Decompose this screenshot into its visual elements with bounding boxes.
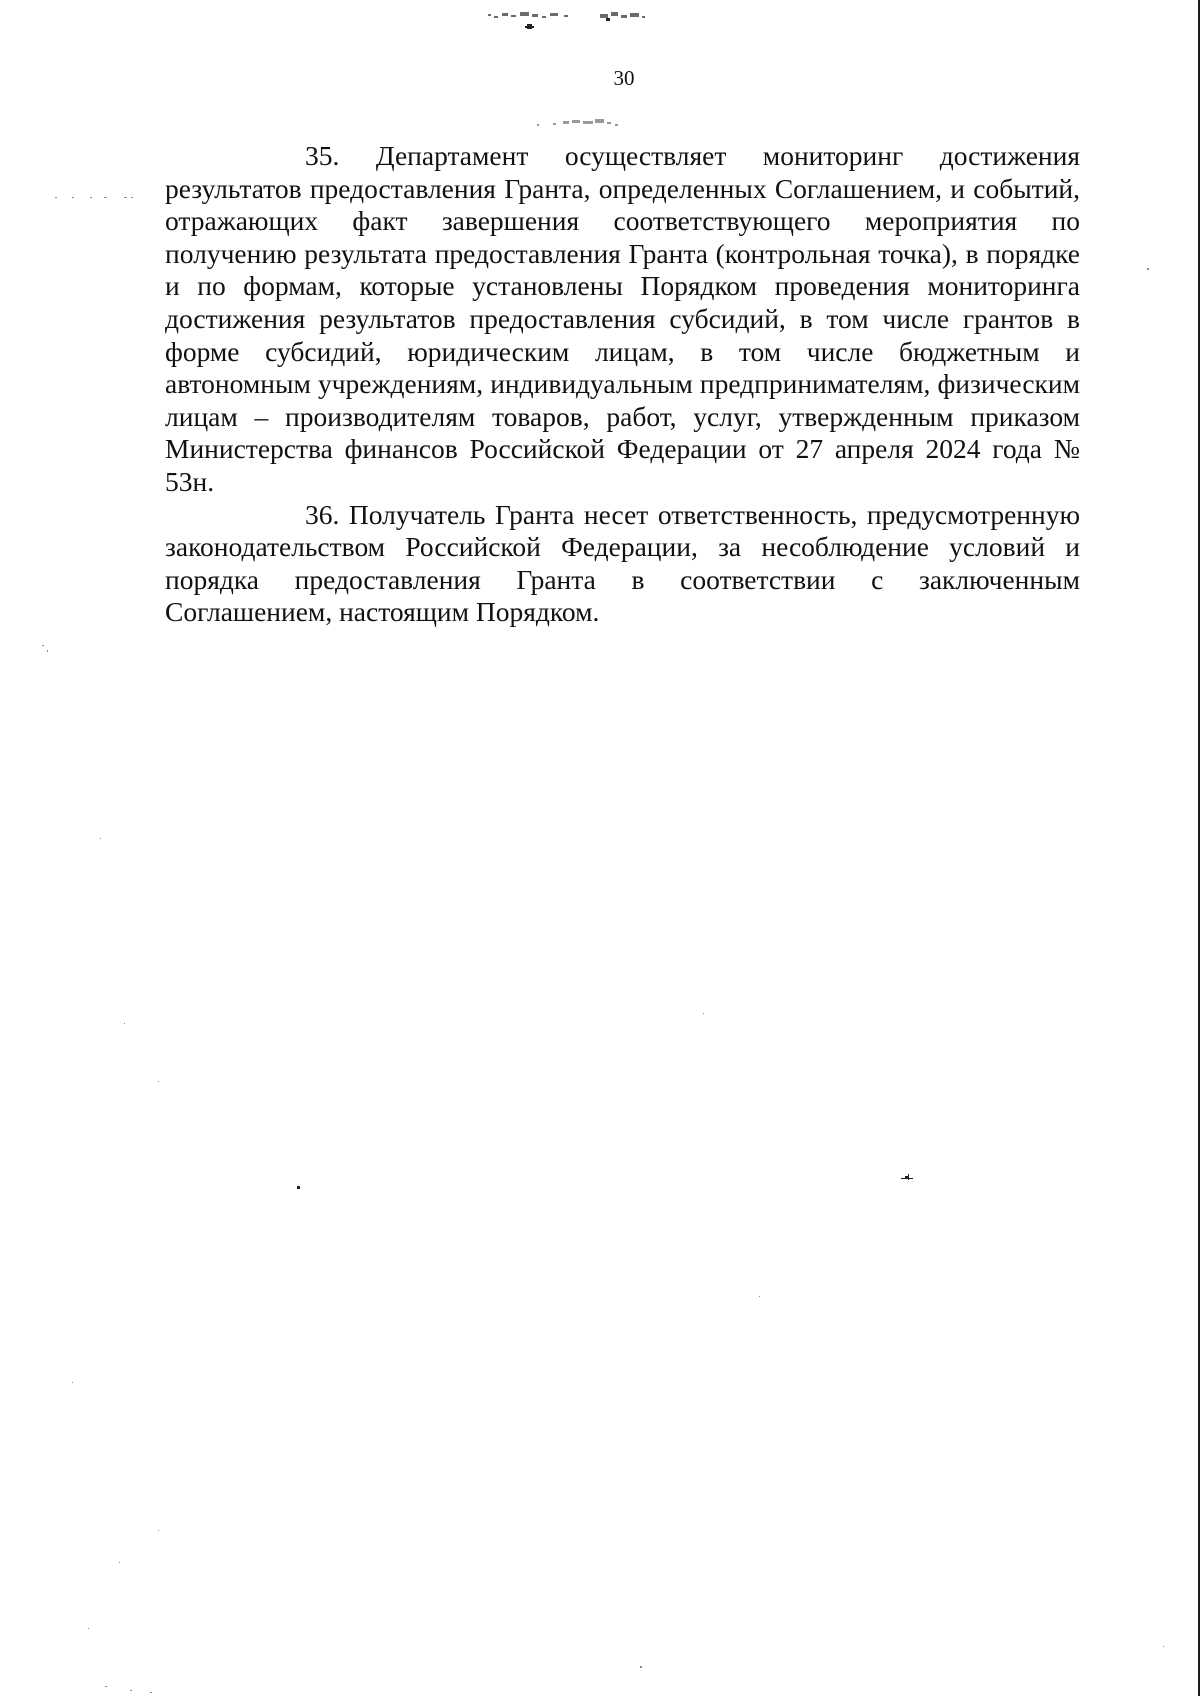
paragraph-number: 36. [305, 498, 340, 530]
paragraph-35 [165, 140, 1080, 499]
paragraph-number: 35. [305, 140, 340, 171]
paragraph-text: Получатель Гранта несет ответственность, предусмотренную законодательством Российской Федерации, за несоблюдение условий и порядка предоставления Гранта в соответствии с заключенным Соглашением, настоящим Порядком. [165, 498, 1080, 628]
paragraph-text: Департамент осуществляет мониторинг достижения результатов предоставления Гранта, определенных Соглашением, и событий, отражающих факт завершения соответствующего мероприятия по получению результата предоставления Гранта (контрольная точка), в порядке и по формам, которые установлены Порядком проведения мониторинга достижения результатов предоставления субсидий, в том числе грантов в форме субсидий, юридическим лицам, в том числе бюджетным и автономным учреждениям, индивидуальным предпринимателям, физическим лицам – производителям товаров, работ, услуг, утвержденным приказом Министерства финансов Российской Федерации от 27 апреля 2024 года № 53н. [165, 140, 1081, 497]
document-body [165, 140, 1080, 629]
page-number: 30 [613, 66, 635, 90]
scan-artifact-under-number [535, 116, 670, 130]
scan-artifact-top [480, 6, 710, 34]
paragraph-36 [165, 499, 1080, 629]
